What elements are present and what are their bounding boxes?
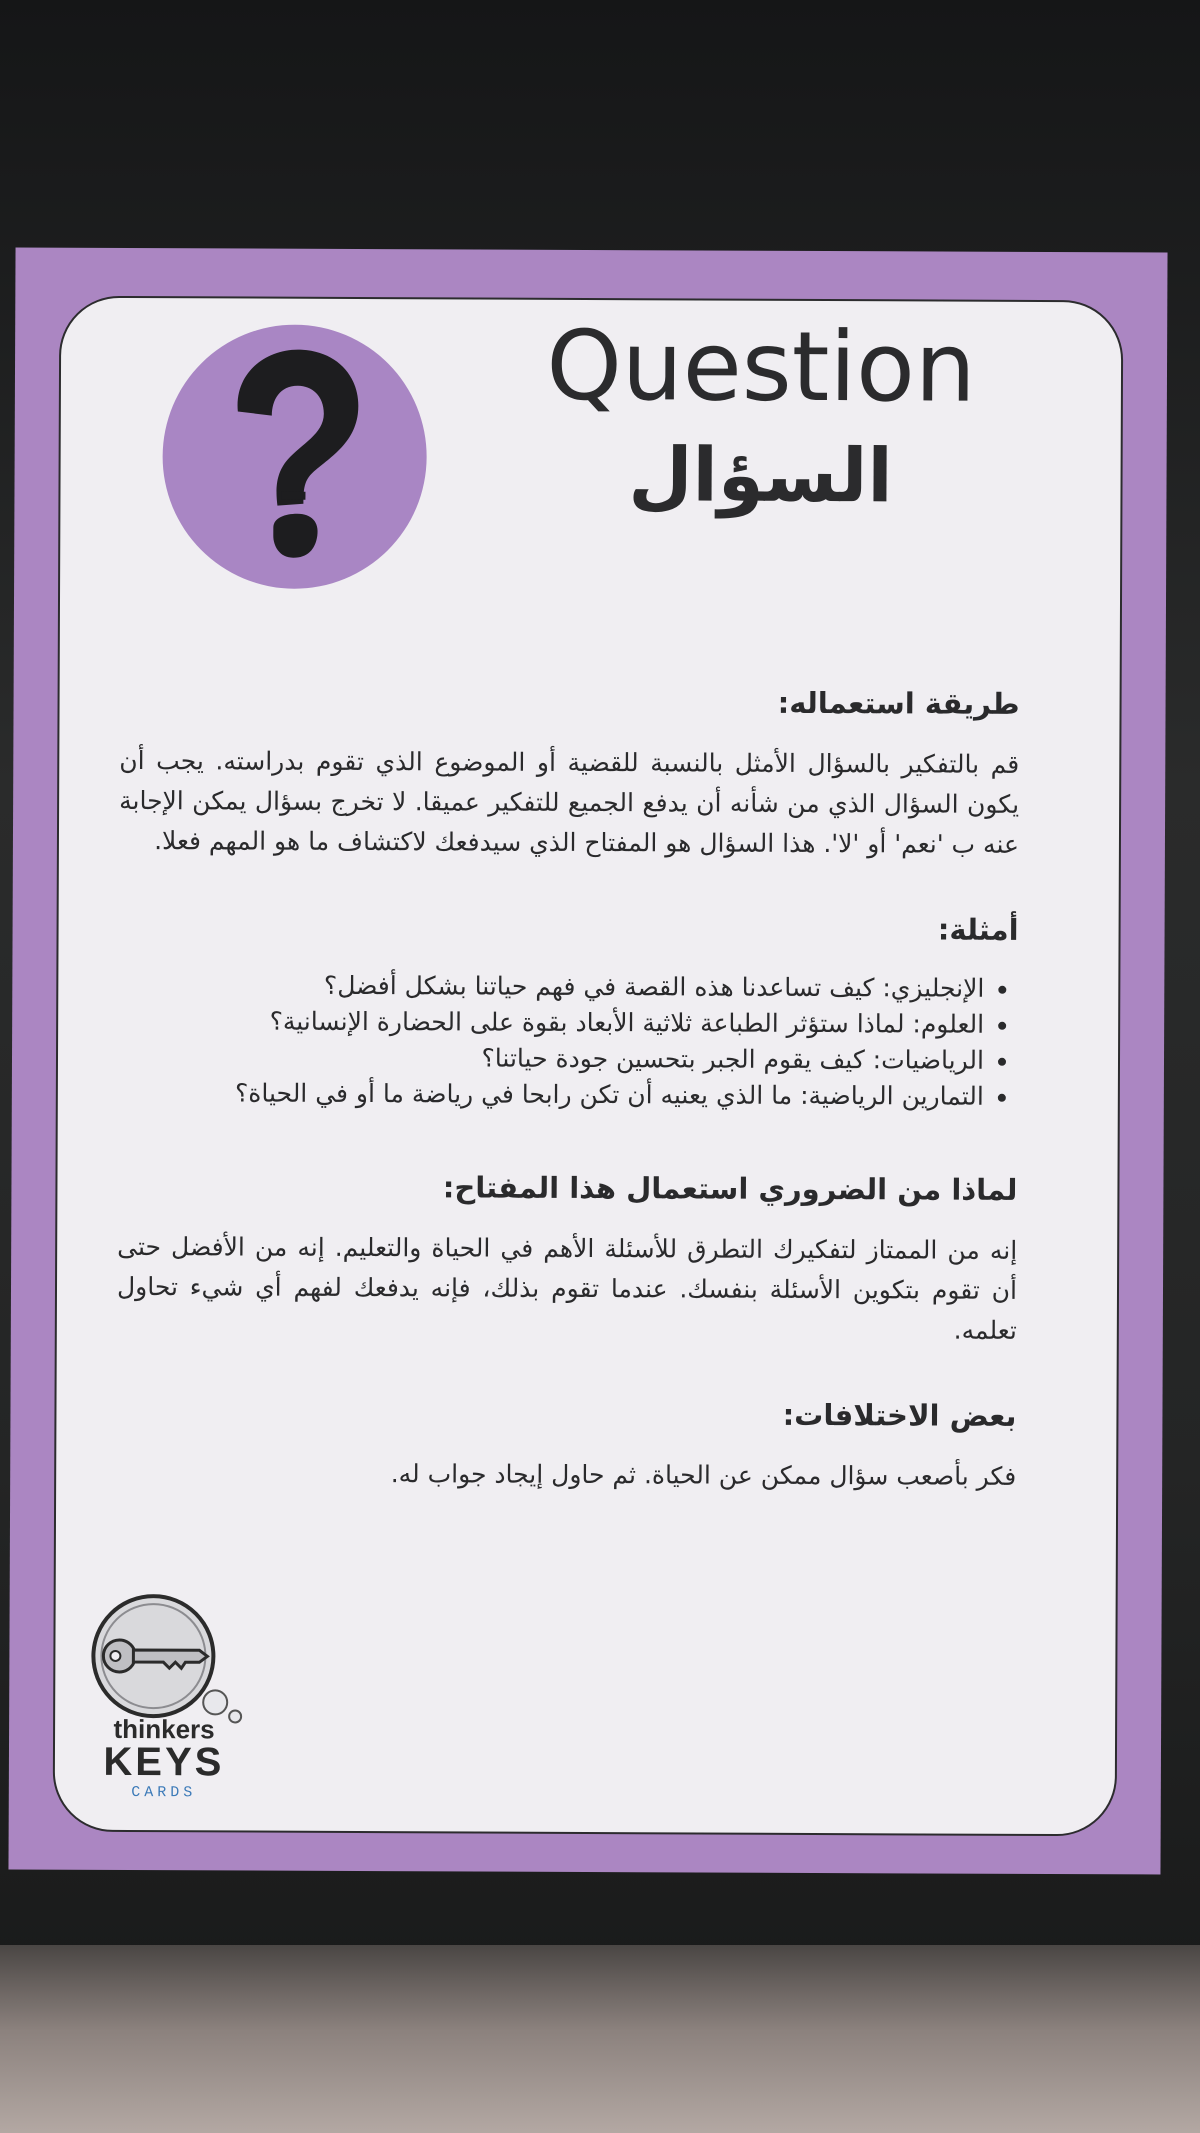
card-title-english: Question	[546, 309, 976, 424]
list-item: • العلوم: لماذا ستؤثر الطباعة ثلاثية الأبعاد بقوة على الحضارة الإنسانية؟	[118, 1003, 984, 1043]
examples-heading: أمثلة:	[937, 912, 1019, 947]
thinkers-keys-logo	[89, 1594, 260, 1805]
list-item: • الإنجليزي: كيف تساعدنا هذه القصة في فهم حياتنا بشكل أفضل؟	[118, 967, 984, 1007]
card-title-arabic: السؤال	[628, 432, 893, 520]
question-mark-icon	[219, 341, 370, 572]
variations-heading: بعض الاختلافات:	[782, 1397, 1017, 1433]
key-icon	[89, 1594, 260, 1725]
why-heading: لماذا من الضروري استعمال هذا المفتاح:	[442, 1170, 1018, 1207]
thinkers-keys-card	[8, 247, 1167, 1874]
examples-list	[118, 967, 1019, 1115]
question-badge	[162, 324, 427, 589]
variations-text: فكر بأصعب سؤال ممكن عن الحياة. ثم حاول إيجاد جواب له.	[390, 1459, 1017, 1491]
background-lap	[0, 1945, 1200, 2133]
usage-heading: طريقة استعماله:	[777, 685, 1020, 721]
logo-text-thinkers: thinkers	[113, 1713, 215, 1745]
list-item: • الرياضيات: كيف يقوم الجبر بتحسين جودة حياتنا؟	[118, 1039, 984, 1079]
usage-text: قم بالتفكير بالسؤال الأمثل بالنسبة للقضية أو الموضوع الذي تقوم بدراسته. يجب أن يكون السؤال الذي من شأنه أن يدفع الجميع للتفكير عميقا. لا تخرج بسؤال يمكن الإجابة عنه ب 'نعم' أو 'لا'. هذا السؤال هو المفتاح الذي سيدفعك لاكتشاف ما هو المهم فعلا.	[119, 745, 1020, 859]
logo-text-cards: CARDS	[131, 1784, 197, 1802]
list-item: • التمارين الرياضية: ما الذي يعنيه أن تكن رابحا في رياضة ما أو في الحياة؟	[118, 1075, 984, 1115]
why-text: إنه من الممتاز لتفكيرك التطرق للأسئلة الأهم في الحياة والتعليم. إنه من الأفضل حتى أن تقوم بتكوين الأسئلة بنفسك. عندما تقوم بذلك، فإنه يدفعك لفهم أي شيء تحاول تعلمه.	[116, 1231, 1018, 1345]
card-panel	[53, 296, 1124, 1837]
logo-text-keys: KEYS	[103, 1739, 225, 1785]
card-content	[116, 683, 1020, 1545]
